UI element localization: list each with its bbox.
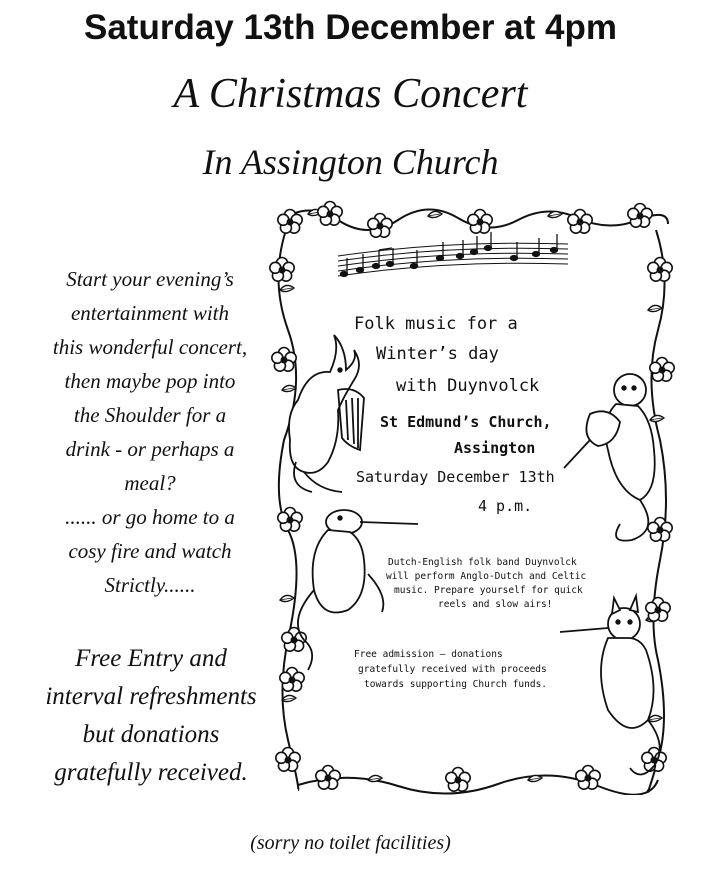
poster-venue-line: Assington [454, 439, 536, 457]
poster-time: 4 p.m. [478, 497, 533, 515]
intro-line: Start your evening’s [66, 267, 234, 291]
free-entry-line: gratefully received. [54, 759, 248, 786]
venue-subtitle: In Assington Church [202, 142, 499, 182]
free-entry-line: Free Entry and [75, 645, 227, 672]
intro-line: then maybe pop into [64, 369, 236, 393]
poster-admission-line: gratefully received with proceeds [358, 664, 547, 675]
poster-description-line: reels and slow airs! [438, 599, 553, 610]
music-notes [341, 232, 558, 277]
poster-description-line: Dutch-English folk band Duynvolck [388, 557, 577, 568]
poster-admission-line: towards supporting Church funds. [364, 679, 548, 690]
intro-line: the Shoulder for a [73, 403, 227, 427]
poster-description-line: music. Prepare yourself for quick [394, 585, 583, 596]
poster-description-line: will perform Anglo-Dutch and Celtic [386, 571, 587, 582]
intro-line: this wonderful concert, [52, 335, 248, 359]
poster-heading-line: with Duynvolck [396, 376, 540, 396]
intro-text [40, 262, 260, 602]
intro-line: entertainment with [70, 301, 230, 325]
free-entry-line: interval refreshments [45, 683, 257, 710]
concert-poster [268, 200, 676, 795]
intro-line: ...... or go home to a [65, 505, 235, 529]
poster-date: Saturday December 13th [356, 468, 555, 486]
free-entry-line: but donations [82, 721, 220, 748]
poster-heading-line: Winter’s day [376, 344, 499, 364]
hare-harp-illustration [289, 335, 364, 492]
music-staff [338, 243, 568, 276]
cat-pipe-illustration [560, 596, 660, 775]
poster-heading-line: Folk music for a [354, 314, 518, 334]
poster-illustration [268, 200, 676, 795]
intro-line: cosy fire and watch [68, 539, 232, 563]
intro-line: meal? [124, 471, 176, 495]
poster-venue-line: St Edmund’s Church, [380, 413, 552, 431]
date-headline: Saturday 13th December at 4pm [84, 8, 617, 47]
poster-admission-line: Free admission – donations [354, 649, 503, 660]
concert-title: A Christmas Concert [173, 71, 528, 117]
footer-note: (sorry no toilet facilities) [250, 832, 451, 854]
vine-border-bottom [298, 775, 658, 794]
intro-line: drink - or perhaps a [65, 437, 235, 461]
monkey-bagpipes-illustration [564, 374, 655, 541]
intro-line: Strictly...... [104, 573, 196, 597]
free-entry-text [40, 640, 262, 792]
